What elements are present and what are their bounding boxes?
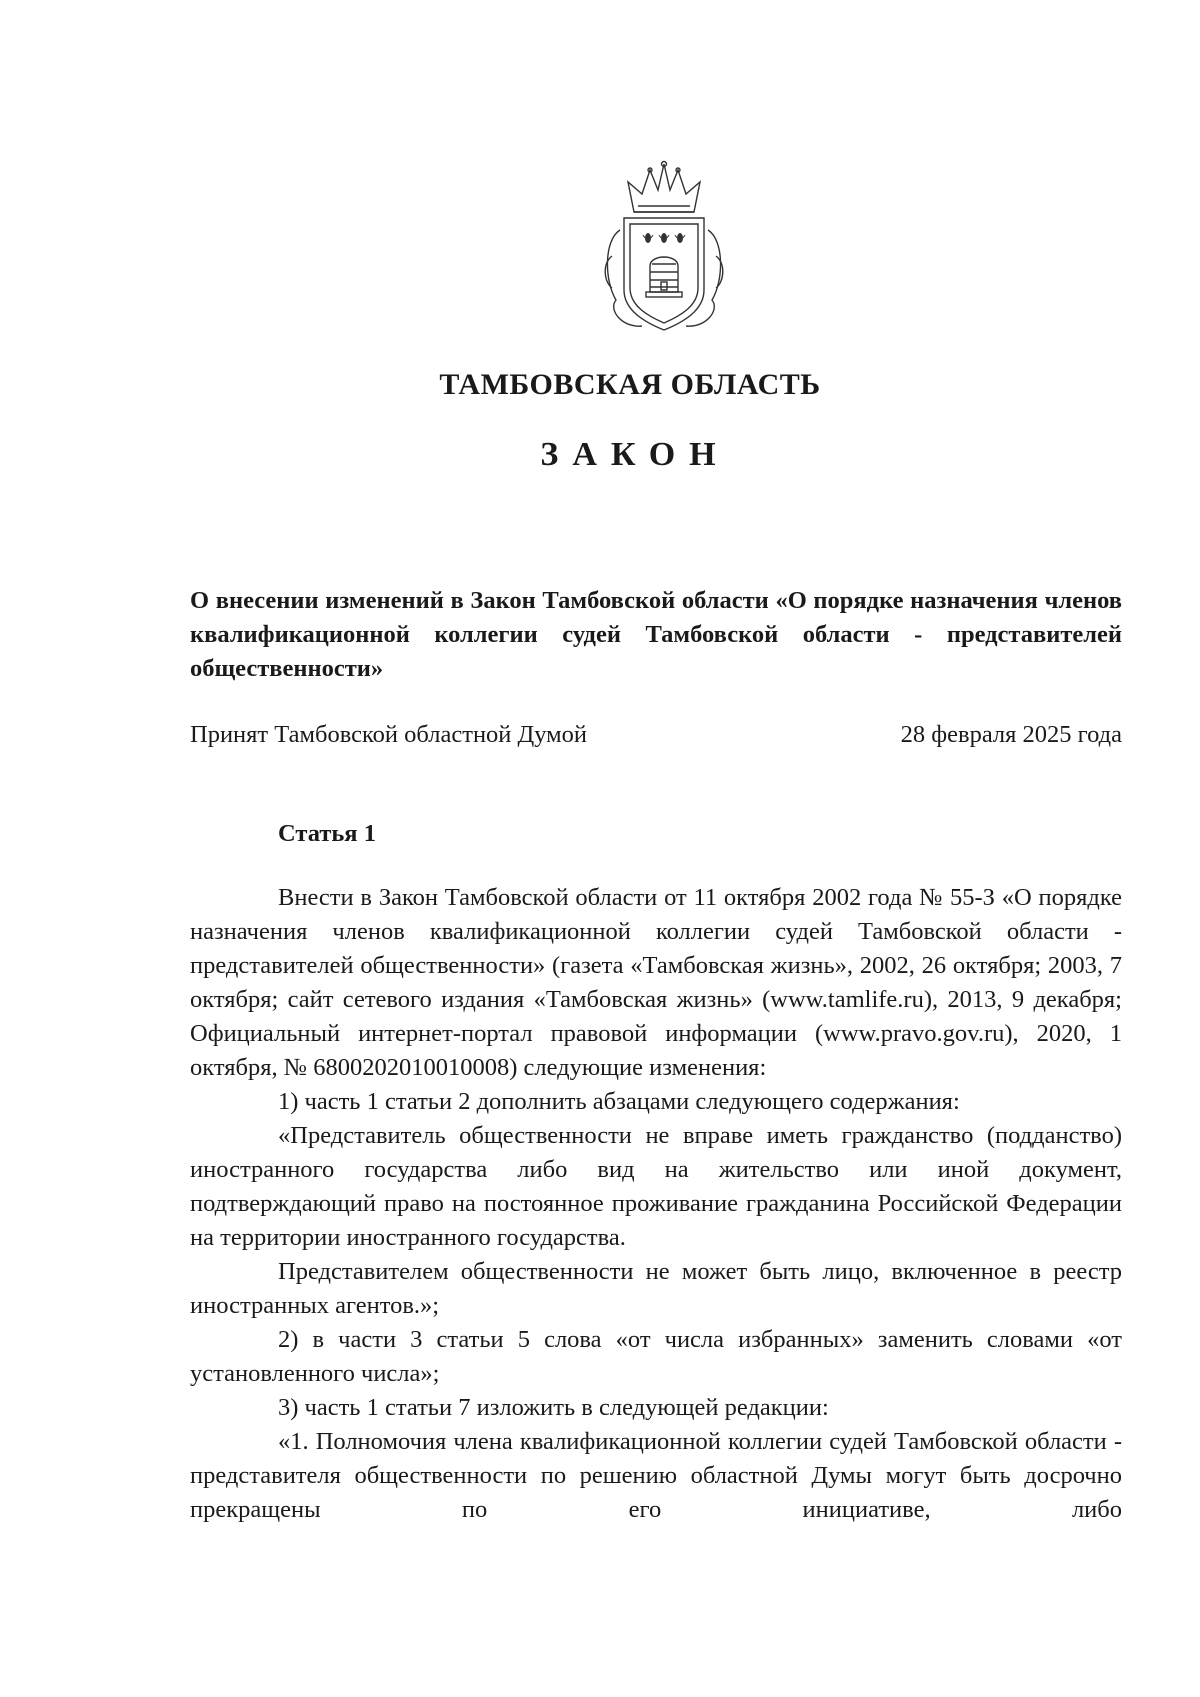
paragraph: Внести в Закон Тамбовской области от 11 октября 2002 года № 55-З «О порядке назначения членов квалификационной коллегии судей Тамбовской области - представителей общественности» (газета «Тамбовская жизнь», 2002, 26 октября; 2003, 7 октября; сайт сетевого издания «Тамбовская жизнь» (www.tamlife.ru), 2013, 9 декабря; Официальный интернет-портал правовой информации (www.pravo.gov.ru), 2020, 1 октября, № 6800202010010008) следующие изменения: (190, 884, 1122, 1081)
paragraph: 3) часть 1 статьи 7 изложить в следующей редакции: (278, 1394, 829, 1421)
paragraph: «Представитель общественности не вправе иметь гражданство (подданство) иностранного государства либо вид на жительство или иной документ, подтверждающий право на постоянное проживание гражданина Российской Федерации на территории иностранного государства. (190, 1122, 1122, 1251)
article-body (190, 881, 1122, 1527)
article-heading: Статья 1 (278, 820, 376, 847)
law-title: О внесении изменений в Закон Тамбовской области «О порядке назначения членов квалификационной коллегии судей Тамбовской области - представителей общественности» (190, 587, 1122, 682)
paragraph: «1. Полномочия члена квалификационной коллегии судей Тамбовской области - представителя общественности по решению областной Думы могут быть досрочно прекращены по его инициативе, либо (190, 1428, 1122, 1523)
paragraph: Представителем общественности не может быть лицо, включенное в реестр иностранных агентов.»; (190, 1258, 1122, 1319)
paragraph: 2) в части 3 статьи 5 слова «от числа избранных» заменить словами «от установленного числа»; (190, 1326, 1122, 1387)
region-name: ТАМБОВСКАЯ ОБЛАСТЬ (439, 368, 821, 401)
adopted-by: Принят Тамбовской областной Думой (190, 721, 588, 748)
tambov-coat-of-arms-icon (598, 160, 730, 338)
document-type: ЗАКОН (540, 436, 730, 473)
adopted-date: 28 февраля 2025 года (900, 721, 1122, 748)
paragraph: 1) часть 1 статьи 2 дополнить абзацами следующего содержания: (278, 1088, 960, 1115)
adoption-line (190, 718, 1122, 752)
